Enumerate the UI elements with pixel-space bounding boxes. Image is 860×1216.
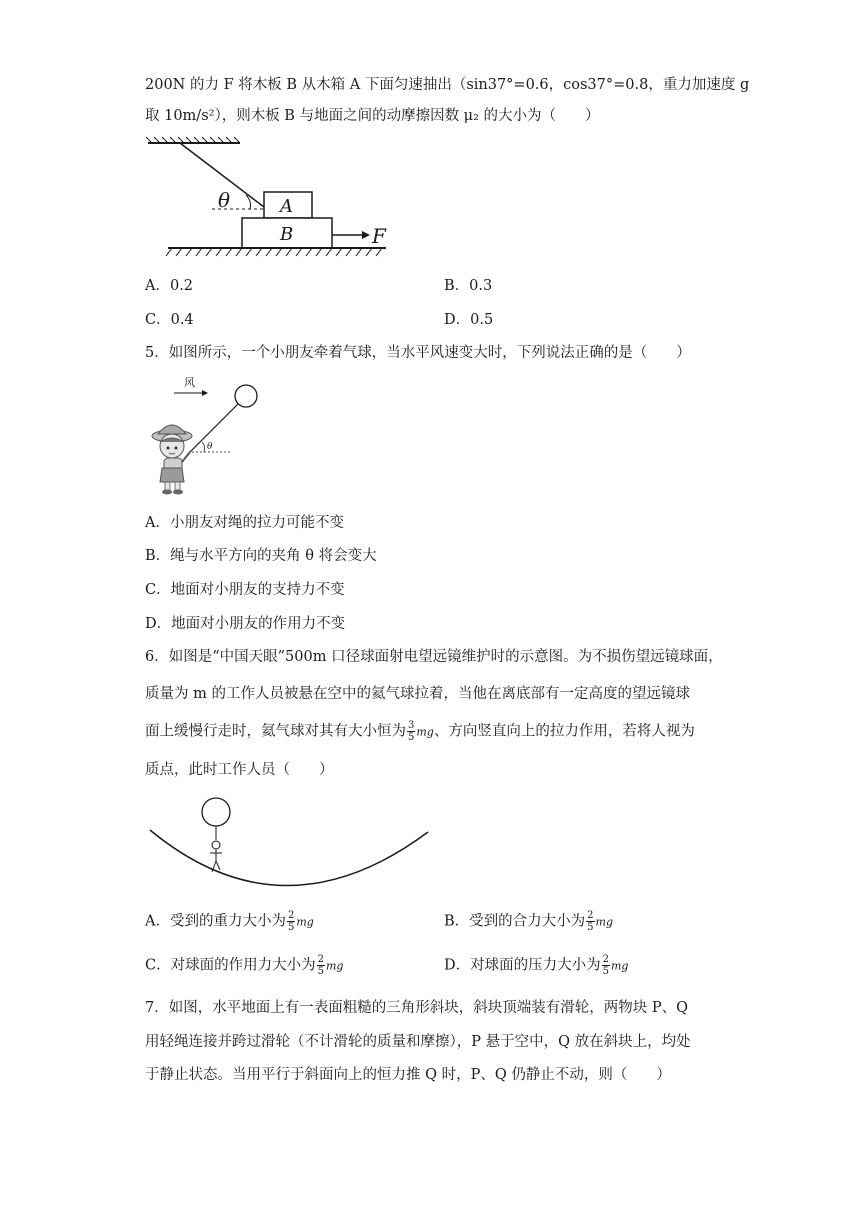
frac-denominator: 5 [587, 922, 594, 933]
frac-numerator: 3 [408, 720, 415, 731]
q6-option-a[interactable] [145, 910, 314, 933]
q4-theta-label: θ [218, 188, 231, 212]
frac-denominator: 5 [287, 922, 295, 933]
q6-option-a-text: A．受到的重力大小为 [145, 913, 286, 930]
frac-unit: mg [595, 915, 614, 929]
q6-stem-line-3-pre: 面上缓慢行走时，氦气球对其有大小恒为 [145, 723, 406, 740]
q5-figure-balloon-child [140, 372, 270, 502]
q4-option-c[interactable]: C．0.4 [145, 312, 194, 328]
q6-option-c[interactable] [145, 954, 343, 977]
frac-denominator: 5 [408, 732, 415, 743]
q4-board-b-label: B [280, 224, 294, 245]
q6-option-c-text: C．对球面的作用力大小为 [145, 957, 316, 974]
q4-figure-boxes-diagram [140, 135, 400, 265]
q5-wind-label: 风 [184, 376, 195, 389]
q4-force-label: F [372, 224, 386, 248]
frac-numerator: 2 [587, 910, 594, 921]
q4-option-d[interactable]: D．0.5 [444, 312, 494, 328]
frac-numerator: 2 [317, 954, 324, 965]
q7-stem-line-2: 用轻绳连接并跨过滑轮（不计滑轮的质量和摩擦），P 悬于空中，Q 放在斜块上，均处 [145, 1034, 691, 1050]
q6-stem-line-3-post: 、方向竖直向上的拉力作用，若将人视为 [433, 723, 695, 740]
frac-unit: mg [611, 959, 629, 973]
q4-option-a[interactable]: A．0.2 [145, 278, 194, 294]
q6-option-d[interactable] [444, 954, 628, 977]
q5-stem: 5．如图所示，一个小朋友牵着气球，当水平风速变大时，下列说法正确的是（ ） [145, 345, 691, 361]
q6-stem-line-2: 质量为 m 的工作人员被悬在空中的氦气球拉着，当他在离底部有一定高度的望远镜球 [145, 686, 690, 702]
fraction-two-fifths [586, 910, 594, 933]
q5-option-c[interactable]: C．地面对小朋友的支持力不变 [145, 582, 345, 598]
fraction-two-fifths [287, 910, 295, 933]
q5-option-d[interactable]: D．地面对小朋友的作用力不变 [145, 616, 346, 632]
q6-figure-telescope-bowl [140, 790, 440, 900]
q6-option-d-text: D．对球面的压力大小为 [444, 957, 601, 974]
q6-stem-line-1: 6．如图是“中国天眼”500m 口径球面射电望远镜维护时的示意图。为不损伤望远镜球面， [145, 649, 723, 665]
q4-stem-line-1: 200N 的力 F 将木板 B 从木箱 A 下面匀速抽出（sin37°=0.6，cos37°=0.8，重力加速度 g [145, 77, 750, 93]
frac-denominator: 5 [602, 966, 609, 977]
fraction-two-fifths [602, 954, 610, 977]
q4-box-a-label: A [280, 196, 293, 217]
frac-unit: mg [296, 915, 314, 929]
q6-option-b[interactable] [444, 910, 613, 933]
frac-denominator: 5 [317, 966, 324, 977]
frac-numerator: 2 [602, 954, 609, 965]
q6-option-b-text: B．受到的合力大小为 [444, 913, 586, 930]
q5-theta-label: θ [207, 442, 213, 452]
frac-unit: mg [416, 725, 434, 739]
q6-stem-line-3 [145, 720, 695, 743]
fraction-three-fifths [407, 720, 415, 743]
q5-option-b[interactable]: B．绳与水平方向的夹角 θ 将会变大 [145, 548, 377, 564]
frac-numerator: 2 [287, 910, 295, 921]
q7-stem-line-3: 于静止状态。当用平行于斜面向上的恒力推 Q 时，P、Q 仍静止不动，则（ ） [145, 1067, 671, 1083]
fraction-two-fifths [317, 954, 325, 977]
q7-stem-line-1: 7．如图，水平地面上有一表面粗糙的三角形斜块，斜块顶端装有滑轮，两物块 P、Q [145, 1000, 688, 1016]
frac-unit: mg [325, 959, 344, 973]
q5-option-a[interactable]: A．小朋友对绳的拉力可能不变 [145, 515, 344, 531]
q6-stem-line-4: 质点，此时工作人员（ ） [145, 762, 334, 778]
q4-option-b[interactable]: B．0.3 [444, 278, 493, 294]
q4-stem-line-2: 取 10m/s²），则木板 B 与地面之间的动摩擦因数 μ₂ 的大小为（ ） [145, 108, 600, 124]
